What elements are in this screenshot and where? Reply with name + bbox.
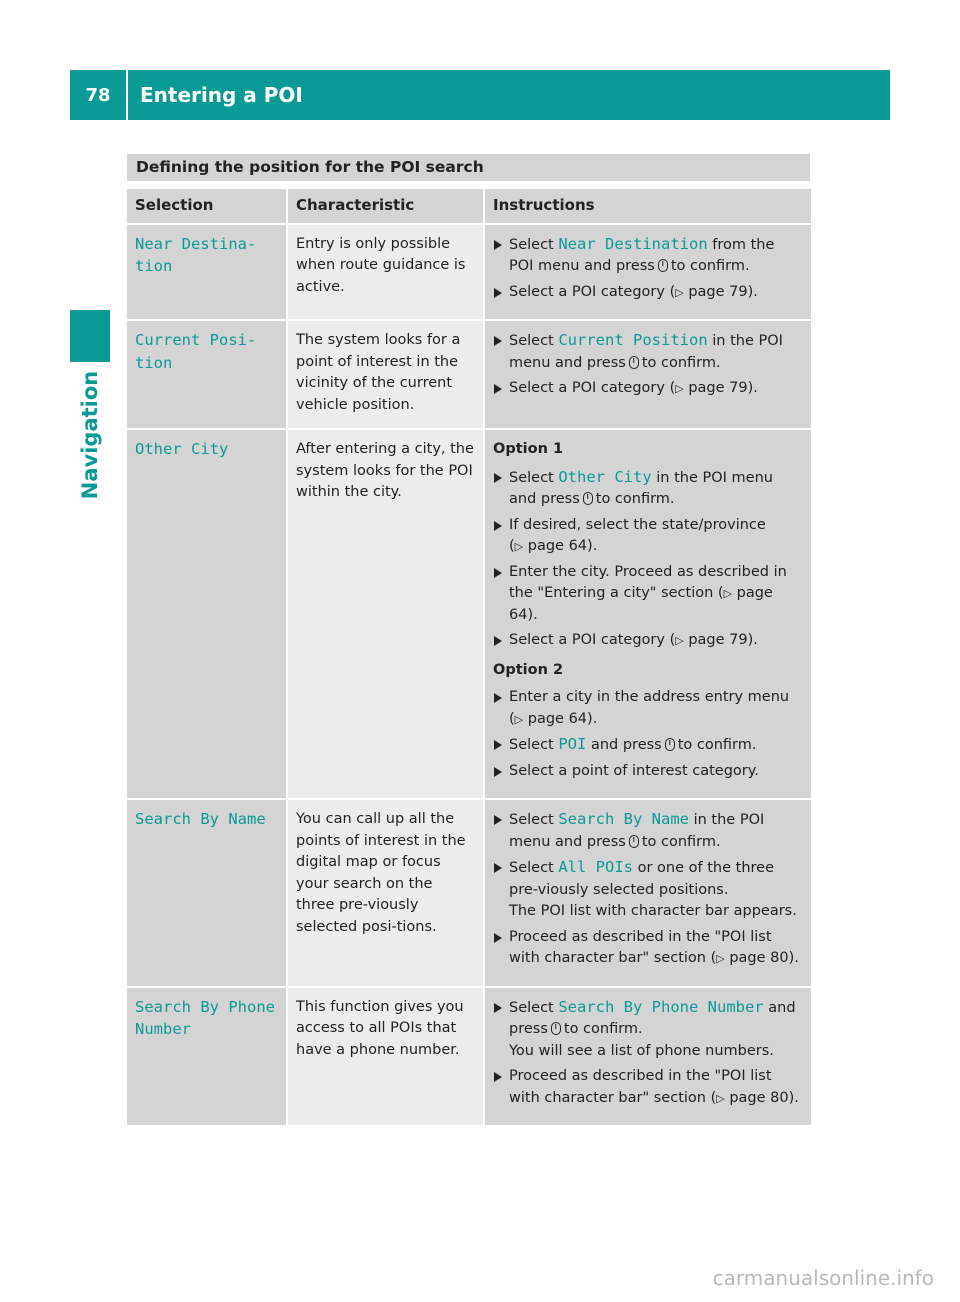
table-title: Defining the position for the POI search <box>127 154 810 181</box>
column-header-selection: Selection <box>127 189 287 224</box>
page-reference-triangle-icon: ▷ <box>723 587 733 600</box>
table-row <box>127 799 811 987</box>
selection-search-by-name: Search By Name <box>135 810 266 828</box>
characteristic-cell: Entry is only possible when route guidance is active. <box>287 224 484 321</box>
column-header-characteristic: Characteristic <box>287 189 484 224</box>
table-header-row <box>127 189 811 224</box>
instruction-step: Select Search By Phone Number and press to confirm. You will see a list of phone numbers. <box>493 997 803 1063</box>
poi-position-table <box>127 189 811 1127</box>
instruction-step: If desired, select the state/province (▷ page 64). <box>493 515 803 558</box>
selection-cell <box>127 224 287 321</box>
page-reference-triangle-icon: ▷ <box>716 1091 725 1105</box>
section-label: Navigation <box>78 370 102 500</box>
page-reference-triangle-icon: ▷ <box>675 382 684 395</box>
characteristic-cell: The system looks for a point of interest in the vicinity of the current vehicle position. <box>287 320 484 429</box>
instruction-step: Select a POI category (▷ page 79). <box>493 630 803 652</box>
page-reference-triangle-icon: ▷ <box>514 712 524 726</box>
table-row <box>127 224 811 321</box>
table-row <box>127 320 811 429</box>
controller-press-icon <box>665 738 675 751</box>
controller-press-icon <box>658 259 668 272</box>
instructions-cell <box>484 429 811 799</box>
instruction-step: Select POI and press to confirm. <box>493 734 803 757</box>
instruction-step: Select All POIs or one of the three pre-viously selected positions. The POI list with character bar appears. <box>493 857 803 923</box>
column-header-instructions: Instructions <box>484 189 811 224</box>
selection-cell <box>127 320 287 429</box>
controller-press-icon <box>551 1022 561 1035</box>
characteristic-cell: After entering a city, the system looks for the POI within the city. <box>287 429 484 799</box>
instruction-step: Enter a city in the address entry menu (▷ page 64). <box>493 687 803 730</box>
instruction-step: Select Search By Name in the POI menu and press to confirm. <box>493 809 803 853</box>
instructions-cell <box>484 799 811 987</box>
section-tab-marker <box>70 310 110 362</box>
page-reference-triangle-icon: ▷ <box>716 952 725 965</box>
instruction-step: Select a point of interest category. <box>493 761 803 783</box>
selection-cell <box>127 799 287 987</box>
table-row <box>127 987 811 1127</box>
selection-cell <box>127 429 287 799</box>
instruction-step: Select a POI category (▷ page 79). <box>493 282 803 304</box>
selection-near-destination: Near Destina- tion <box>135 234 257 275</box>
instructions-cell <box>484 987 811 1127</box>
watermark: carmanualsonline.info <box>712 1266 934 1290</box>
option-heading: Option 1 <box>493 441 564 457</box>
controller-press-icon <box>629 356 639 369</box>
table-row <box>127 429 811 799</box>
page-reference-triangle-icon: ▷ <box>675 285 684 299</box>
selection-cell <box>127 987 287 1127</box>
instruction-step: Select Other City in the POI menu and press to confirm. <box>493 467 803 511</box>
instruction-step: Select Near Destination from the POI menu and press to confirm. <box>493 234 803 278</box>
page-reference-triangle-icon: ▷ <box>514 540 524 553</box>
controller-press-icon <box>583 492 593 505</box>
instruction-step: Proceed as described in the "POI list with character bar" section (▷ page 80). <box>493 927 803 970</box>
header-divider <box>126 70 128 120</box>
instructions-cell <box>484 320 811 429</box>
instruction-step: Enter the city. Proceed as described in the "Entering a city" section (▷ page 64). <box>493 562 803 627</box>
option-heading: Option 2 <box>493 661 564 678</box>
instruction-step: Proceed as described in the "POI list with character bar" section (▷ page 80). <box>493 1066 803 1109</box>
page-reference-triangle-icon: ▷ <box>675 634 684 647</box>
selection-other-city: Other City <box>135 440 229 458</box>
characteristic-cell: This function gives you access to all POIs that have a phone number. <box>287 987 484 1127</box>
characteristic-cell: You can call up all the points of interest in the digital map or focus your search on the three pre-viously selected posi-tions. <box>287 799 484 987</box>
instruction-step: Select Current Position in the POI menu and press to confirm. <box>493 330 803 374</box>
selection-search-by-phone-number: Search By Phone Number <box>135 997 275 1038</box>
page-title: Entering a POI <box>140 83 303 107</box>
instruction-step: Select a POI category (▷ page 79). <box>493 378 803 400</box>
page-number: 78 <box>85 84 111 106</box>
controller-press-icon <box>629 835 639 848</box>
instructions-cell <box>484 224 811 321</box>
selection-current-position: Current Posi- tion <box>135 331 257 372</box>
